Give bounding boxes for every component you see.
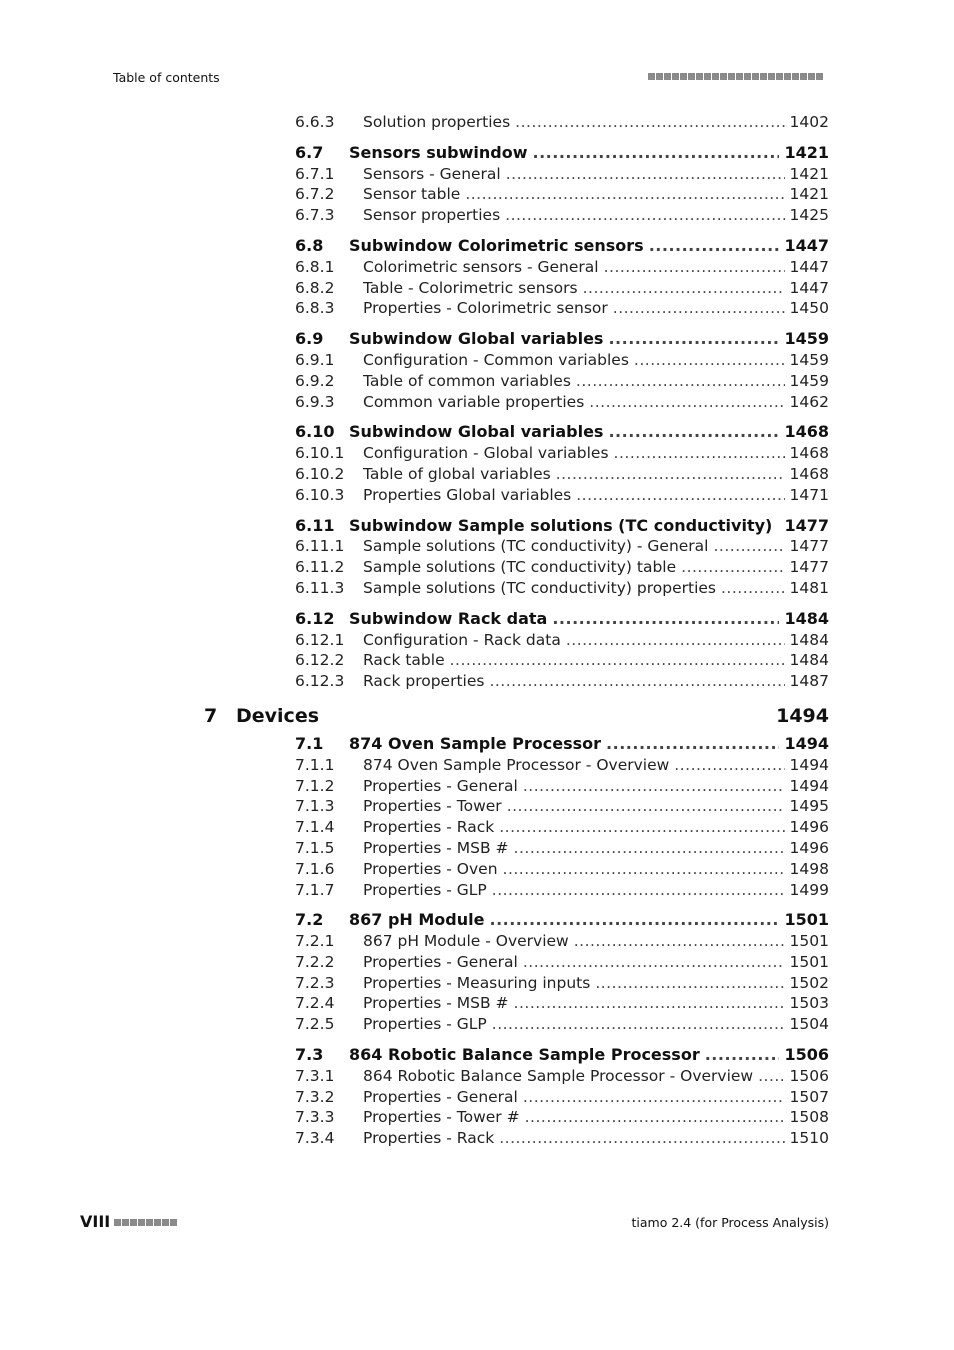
toc-entry-title: Properties - Rack	[363, 818, 495, 837]
toc-entry-title: Subwindow Global variables	[349, 422, 604, 442]
toc-entry-number: 6.9.1	[295, 350, 335, 369]
dot-leader	[614, 443, 785, 464]
toc-entry-number: 6.10.1	[295, 444, 345, 463]
toc-entry-page: 1468	[789, 444, 829, 463]
toc-entry-page: 1447	[789, 278, 829, 297]
decor-square	[130, 1219, 137, 1226]
toc-entry-number: 6.6.3	[295, 113, 335, 131]
toc-entry-page: 1477	[784, 515, 829, 535]
toc-entry[interactable]	[295, 464, 829, 485]
toc-entry-number: 6.11	[295, 515, 335, 535]
toc-section-entry[interactable]	[295, 236, 829, 257]
toc-entry-number: 6.10.2	[295, 464, 345, 483]
toc-entry-title: Properties - GLP	[363, 880, 487, 899]
toc-entry-page: 1462	[789, 392, 829, 411]
toc-section-entry[interactable]	[295, 329, 829, 350]
toc-entry[interactable]	[295, 298, 829, 319]
decor-square	[704, 73, 711, 80]
toc-entry[interactable]	[295, 164, 829, 185]
toc-entry-title: Properties - Tower #	[363, 1108, 520, 1127]
dot-leader	[525, 1107, 785, 1128]
dot-leader	[492, 880, 785, 901]
decor-square	[648, 73, 655, 80]
toc-entry-page: 1496	[789, 838, 829, 857]
decor-square	[138, 1219, 145, 1226]
toc-entry-title: 867 pH Module	[349, 910, 485, 930]
dot-leader	[758, 1066, 784, 1087]
toc-entry-number: 6.8	[295, 235, 324, 255]
toc-entry-title: Sample solutions (TC conductivity) table	[363, 558, 677, 577]
decor-square	[688, 73, 695, 80]
toc-entry-number: 7.2.5	[295, 1015, 335, 1034]
toc-entry-page: 1501	[789, 932, 829, 951]
toc-entry[interactable]	[295, 485, 829, 506]
toc-entry-page: 1499	[789, 880, 829, 899]
toc-entry-number: 7.1	[295, 733, 324, 753]
dot-leader	[514, 838, 785, 859]
toc-entry-number: 6.9	[295, 329, 324, 349]
toc-entry-number: 7.1.3	[295, 797, 335, 816]
toc-chapter-entry[interactable]	[204, 702, 829, 730]
toc-entry-page: 1506	[789, 1066, 829, 1085]
toc-section-entry[interactable]	[295, 516, 829, 537]
dot-leader	[505, 205, 784, 226]
dot-leader	[576, 371, 785, 392]
toc-entry-page: 1468	[789, 464, 829, 483]
decor-square	[656, 73, 663, 80]
toc-entry[interactable]	[295, 755, 829, 776]
toc-entry-page: 1447	[784, 235, 829, 255]
toc-group	[295, 236, 829, 319]
toc-entry-page: 1471	[789, 485, 829, 504]
toc-entry-page: 1421	[789, 164, 829, 183]
toc-entry-page: 1421	[789, 185, 829, 204]
toc-section-entry[interactable]	[295, 422, 829, 443]
toc-entry-title: Properties - MSB #	[363, 994, 509, 1013]
dot-leader	[492, 1014, 785, 1035]
product-name: tiamo 2.4 (for Process Analysis)	[631, 1215, 829, 1230]
dot-leader	[681, 557, 784, 578]
toc-entry-page: 1425	[789, 206, 829, 225]
dot-leader	[506, 164, 785, 185]
decor-square	[696, 73, 703, 80]
toc-entry-title: Properties - Measuring inputs	[363, 973, 591, 992]
toc-group	[295, 910, 829, 1035]
toc-entry[interactable]	[295, 776, 829, 797]
toc-entry-page: 1501	[784, 910, 829, 930]
toc-entry-title: Sample solutions (TC conductivity) - General	[363, 537, 709, 556]
decor-square	[800, 73, 807, 80]
toc-entry-title: Table of common variables	[363, 371, 571, 390]
toc-entry[interactable]	[295, 112, 829, 133]
toc-entry-page: 1477	[789, 537, 829, 556]
decor-square	[760, 73, 767, 80]
dot-leader	[489, 910, 779, 931]
toc-entry-page: 1503	[789, 994, 829, 1013]
chapter-page: 1494	[776, 704, 829, 727]
toc-entry-page: 1494	[784, 733, 829, 753]
toc-entry[interactable]	[295, 993, 829, 1014]
toc-entry-title: Properties - Oven	[363, 859, 498, 878]
decor-square	[680, 73, 687, 80]
toc-entry-page: 1507	[789, 1087, 829, 1106]
decor-square	[776, 73, 783, 80]
decor-square	[146, 1219, 153, 1226]
toc-entry-page: 1495	[789, 797, 829, 816]
toc-entry-title: Properties - General	[363, 952, 518, 971]
toc-entry[interactable]	[295, 1087, 829, 1108]
toc-section-entry[interactable]	[295, 910, 829, 931]
dot-leader	[523, 1087, 785, 1108]
dot-leader	[556, 464, 785, 485]
toc-entry[interactable]	[295, 952, 829, 973]
toc-entry-number: 7.1.1	[295, 755, 335, 774]
dot-leader	[576, 485, 784, 506]
dot-leader	[595, 973, 784, 994]
toc-entry-title: Properties - MSB #	[363, 838, 509, 857]
decor-square	[744, 73, 751, 80]
toc-entry-page: 1501	[789, 952, 829, 971]
toc-entry-page: 1504	[789, 1015, 829, 1034]
toc-entry-number: 7.3	[295, 1045, 324, 1065]
toc-entry-page: 1484	[784, 608, 829, 628]
dot-leader	[514, 993, 785, 1014]
toc-entry[interactable]	[295, 1066, 829, 1087]
dot-leader	[533, 143, 780, 164]
toc-section-entry[interactable]	[295, 734, 829, 755]
toc-entry[interactable]	[295, 278, 829, 299]
dot-leader	[574, 931, 785, 952]
toc-entry-number: 6.9.3	[295, 392, 335, 411]
toc-entry-title: Rack table	[363, 651, 445, 670]
dot-leader	[608, 422, 779, 443]
table-of-contents	[204, 112, 829, 1159]
toc-group	[295, 112, 829, 133]
decor-square	[752, 73, 759, 80]
toc-entry-number: 6.9.2	[295, 371, 335, 390]
toc-entry-title: Sensors subwindow	[349, 142, 528, 162]
toc-entry-title: Properties - Colorimetric sensor	[363, 299, 608, 318]
toc-entry-page: 1496	[789, 818, 829, 837]
toc-entry-title: Subwindow Colorimetric sensors	[349, 235, 644, 255]
decor-square	[784, 73, 791, 80]
toc-entry[interactable]	[295, 650, 829, 671]
toc-entry[interactable]	[295, 671, 829, 692]
toc-entry-page: 1506	[784, 1045, 829, 1065]
toc-entry-title: Sample solutions (TC conductivity) properties	[363, 578, 716, 597]
toc-entry[interactable]	[295, 257, 829, 278]
toc-entry-title: Colorimetric sensors - General	[363, 257, 599, 276]
toc-entry-number: 6.7.3	[295, 206, 335, 225]
toc-entry-number: 7.2	[295, 910, 324, 930]
toc-entry-number: 7.2.3	[295, 973, 335, 992]
decor-square	[154, 1219, 161, 1226]
toc-entry[interactable]	[295, 557, 829, 578]
decor-square	[736, 73, 743, 80]
toc-entry-page: 1510	[789, 1129, 829, 1148]
toc-entry-page: 1447	[789, 257, 829, 276]
toc-entry-number: 6.12.2	[295, 651, 345, 670]
dot-leader	[503, 859, 785, 880]
toc-entry-page: 1459	[784, 329, 829, 349]
toc-entry-title: Solution properties	[363, 113, 511, 131]
toc-entry[interactable]	[295, 536, 829, 557]
toc-group	[295, 143, 829, 226]
toc-entry[interactable]	[295, 350, 829, 371]
toc-entry-page: 1498	[789, 859, 829, 878]
toc-entry-page: 1508	[789, 1108, 829, 1127]
dot-leader	[552, 609, 779, 630]
toc-entry-title: Properties - GLP	[363, 1015, 487, 1034]
toc-group	[295, 1045, 829, 1149]
toc-entry-number: 6.8.1	[295, 257, 335, 276]
toc-entry[interactable]	[295, 578, 829, 599]
footer-decoration	[114, 1219, 177, 1226]
toc-entry-number: 6.8.2	[295, 278, 335, 297]
toc-entry-number: 6.8.3	[295, 299, 335, 318]
toc-entry-number: 6.12.1	[295, 630, 345, 649]
toc-entry-title: Common variable properties	[363, 392, 585, 411]
toc-entry-page: 1477	[789, 558, 829, 577]
toc-entry-number: 6.10	[295, 422, 335, 442]
toc-entry-title: Properties - Rack	[363, 1129, 495, 1148]
dot-leader	[604, 257, 785, 278]
toc-entry-number: 7.1.4	[295, 818, 335, 837]
toc-entry-page: 1494	[789, 776, 829, 795]
toc-entry-title: 874 Oven Sample Processor	[349, 733, 602, 753]
dot-leader	[583, 278, 785, 299]
toc-entry-title: Sensors - General	[363, 164, 501, 183]
toc-entry-number: 7.1.5	[295, 838, 335, 857]
decor-square	[768, 73, 775, 80]
dot-leader	[523, 952, 785, 973]
dot-leader	[649, 236, 780, 257]
toc-entry-number: 7.3.4	[295, 1129, 335, 1148]
decor-square	[816, 73, 823, 80]
toc-entry-title: Configuration - Global variables	[363, 444, 609, 463]
toc-entry-title: 864 Robotic Balance Sample Processor	[349, 1045, 700, 1065]
decor-square	[170, 1219, 177, 1226]
toc-entry-number: 7.1.7	[295, 880, 335, 899]
toc-entry[interactable]	[295, 443, 829, 464]
toc-entry-title: Rack properties	[363, 672, 485, 691]
toc-entry[interactable]	[295, 184, 829, 205]
toc-entry[interactable]	[295, 973, 829, 994]
toc-entry-title: Configuration - Common variables	[363, 350, 629, 369]
toc-entry[interactable]	[295, 817, 829, 838]
dot-leader	[606, 734, 779, 755]
toc-entry[interactable]	[295, 630, 829, 651]
toc-entry[interactable]	[295, 880, 829, 901]
toc-entry-number: 7.3.2	[295, 1087, 335, 1106]
toc-group	[295, 422, 829, 505]
toc-entry-title: Properties - General	[363, 776, 518, 795]
decor-square	[122, 1219, 129, 1226]
toc-entry-title: 874 Oven Sample Processor - Overview	[363, 755, 670, 774]
decor-square	[162, 1219, 169, 1226]
toc-group	[295, 609, 829, 692]
toc-entry-number: 6.11.1	[295, 537, 345, 556]
decor-square	[672, 73, 679, 80]
header-decoration	[648, 73, 823, 80]
toc-entry-title: Subwindow Rack data	[349, 608, 548, 628]
toc-entry-title: Sensor properties	[363, 206, 501, 225]
dot-leader	[489, 671, 784, 692]
toc-entry-title: Properties Global variables	[363, 485, 572, 504]
toc-entry-title: Sensor table	[363, 185, 461, 204]
toc-entry[interactable]	[295, 838, 829, 859]
toc-entry[interactable]	[295, 1014, 829, 1035]
dot-leader	[499, 817, 784, 838]
toc-group	[295, 516, 829, 599]
toc-entry[interactable]	[295, 205, 829, 226]
toc-entry-page: 1459	[789, 350, 829, 369]
dot-leader	[714, 536, 785, 557]
toc-entry-page: 1494	[789, 755, 829, 774]
toc-entry-page: 1421	[784, 142, 829, 162]
toc-section-entry[interactable]	[295, 1045, 829, 1066]
toc-entry-page: 1502	[789, 973, 829, 992]
toc-entry-number: 7.3.3	[295, 1108, 335, 1127]
toc-entry-title: Table of global variables	[363, 464, 551, 483]
toc-entry-page: 1481	[789, 578, 829, 597]
toc-section-entry[interactable]	[295, 143, 829, 164]
toc-entry[interactable]	[295, 931, 829, 952]
dot-leader	[608, 329, 779, 350]
decor-square	[114, 1219, 121, 1226]
toc-entry-page: 1484	[789, 651, 829, 670]
toc-entry[interactable]	[295, 859, 829, 880]
dot-leader	[450, 650, 785, 671]
dot-leader	[705, 1045, 780, 1066]
decor-square	[792, 73, 799, 80]
toc-entry-page: 1468	[784, 422, 829, 442]
toc-entry-title: Table - Colorimetric sensors	[363, 278, 578, 297]
toc-entry-page: 1450	[789, 299, 829, 318]
dot-leader	[634, 350, 785, 371]
toc-group	[295, 734, 829, 900]
dot-leader	[613, 298, 785, 319]
toc-entry-number: 7.1.6	[295, 859, 335, 878]
toc-group	[295, 329, 829, 412]
toc-entry-title: Configuration - Rack data	[363, 630, 561, 649]
toc-entry-title: 867 pH Module - Overview	[363, 932, 569, 951]
decor-square	[808, 73, 815, 80]
toc-entry-number: 6.7.2	[295, 185, 335, 204]
toc-entry-page: 1484	[789, 630, 829, 649]
toc-entry[interactable]	[295, 1107, 829, 1128]
toc-entry[interactable]	[295, 796, 829, 817]
toc-entry-number: 7.3.1	[295, 1066, 335, 1085]
toc-entry-number: 6.10.3	[295, 485, 345, 504]
toc-entry-number: 7.1.2	[295, 776, 335, 795]
dot-leader	[507, 796, 785, 817]
toc-entry-title: Subwindow Sample solutions (TC conductivity)	[349, 515, 773, 535]
toc-entry-number: 6.12.3	[295, 672, 345, 691]
toc-entry-number: 6.12	[295, 608, 335, 628]
toc-entry-number: 6.7	[295, 142, 324, 162]
dot-leader	[465, 184, 784, 205]
dot-leader	[523, 776, 785, 797]
chapter-number: 7	[204, 704, 218, 727]
decor-square	[720, 73, 727, 80]
toc-entry-number: 6.11.3	[295, 578, 345, 597]
dot-leader	[589, 392, 784, 413]
toc-entry-page: 1459	[789, 371, 829, 390]
dot-leader	[566, 630, 785, 651]
toc-entry[interactable]	[295, 392, 829, 413]
toc-entry-title: 864 Robotic Balance Sample Processor - Overview	[363, 1066, 754, 1085]
toc-entry-number: 6.11.2	[295, 558, 345, 577]
decor-square	[664, 73, 671, 80]
decor-square	[728, 73, 735, 80]
dot-leader	[777, 516, 779, 537]
dot-leader	[515, 112, 784, 133]
running-header: Table of contents	[113, 70, 220, 85]
dot-leader	[499, 1128, 784, 1149]
toc-entry-number: 7.2.1	[295, 932, 335, 951]
toc-entry-page: 1402	[789, 113, 829, 131]
toc-entry-number: 6.7.1	[295, 164, 335, 183]
toc-entry[interactable]	[295, 371, 829, 392]
dot-leader	[721, 578, 785, 599]
toc-entry-number: 7.2.2	[295, 952, 335, 971]
toc-entry-title: Properties - Tower	[363, 797, 502, 816]
toc-section-entry[interactable]	[295, 609, 829, 630]
toc-entry-title: Properties - General	[363, 1087, 518, 1106]
dot-leader	[674, 755, 784, 776]
toc-entry[interactable]	[295, 1128, 829, 1149]
chapter-title: Devices	[236, 704, 320, 727]
toc-entry-title: Subwindow Global variables	[349, 329, 604, 349]
page-number: VIII	[80, 1212, 111, 1231]
decor-square	[712, 73, 719, 80]
toc-entry-page: 1487	[789, 672, 829, 691]
toc-entry-number: 7.2.4	[295, 994, 335, 1013]
